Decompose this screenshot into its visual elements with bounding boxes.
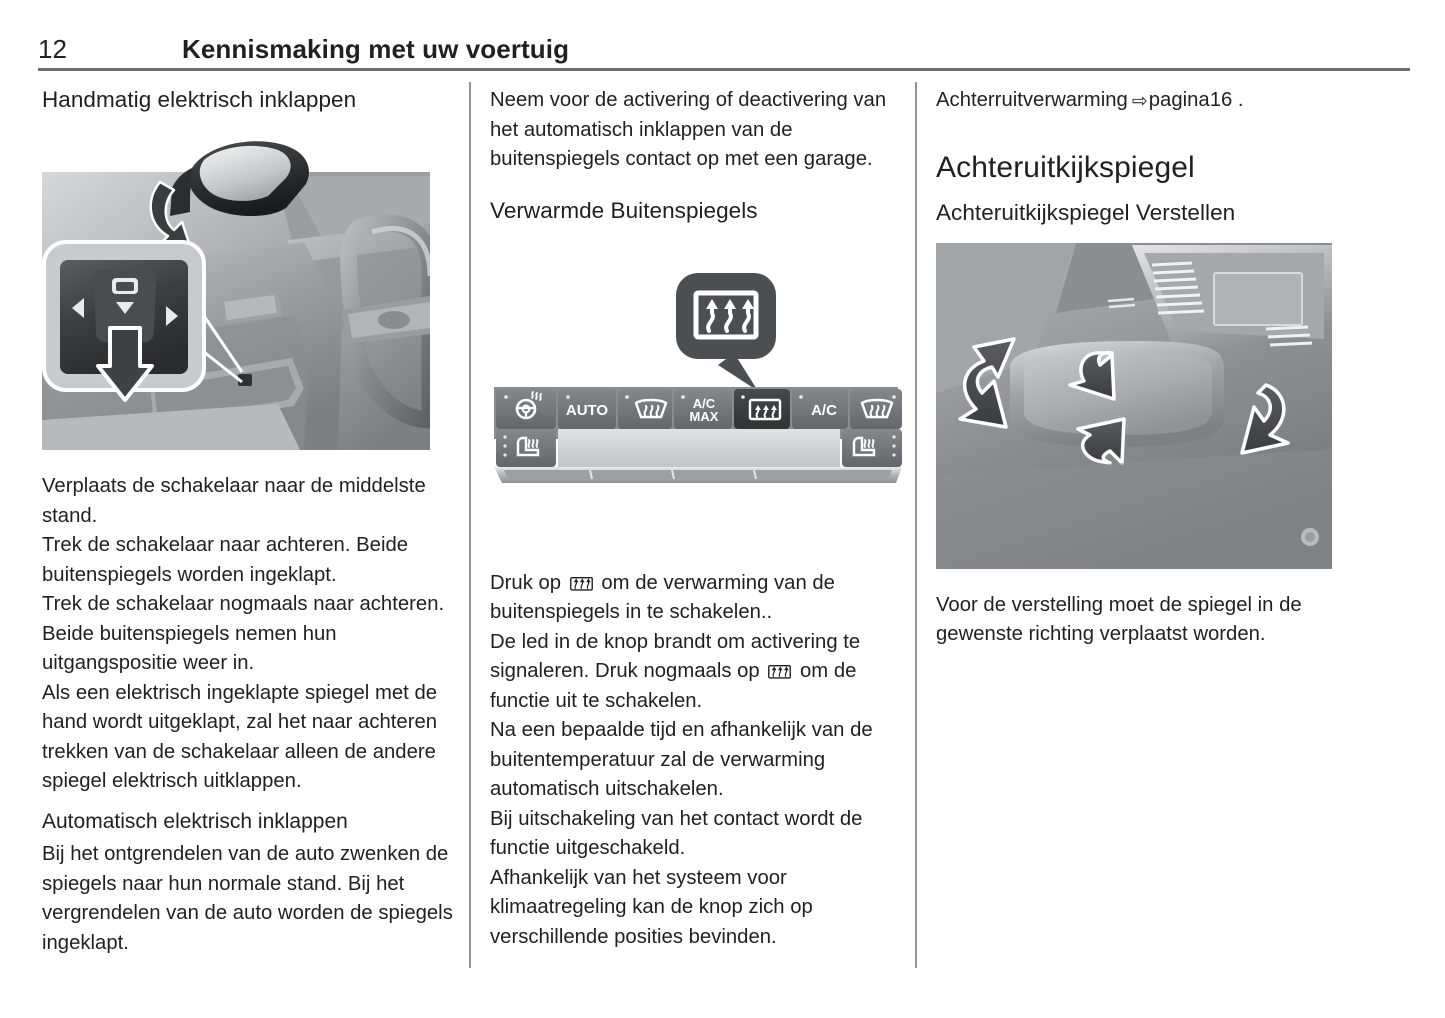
svg-text:AUTO: AUTO [565,401,609,419]
column-divider-1 [469,82,471,968]
middle-body-line-3: Na een bepaalde tijd en afhankelijk van de buitentemperatuur zal de verwarming automatisch uitschakelen. [490,719,873,801]
svg-text:MAX: MAX [689,408,719,424]
right-heading: Achteruitkijkspiegel [936,150,1195,184]
left-paragraph-2: Trek de schakelaar naar achteren. Beide buitenspiegels worden ingeklapt. [42,534,409,586]
svg-text:A/C: A/C [811,401,837,419]
middle-body-line-1 [490,569,910,628]
page-number: 12 [38,34,67,64]
interior-rearview-mirror-illustration [936,243,1356,569]
column-divider-2 [915,82,917,968]
heated-mirror-icon [768,659,791,675]
door-mirror-switch-illustration [42,120,462,450]
page-header [38,34,1410,70]
left-subheading: Automatisch elektrisch inklappen [42,809,348,833]
xref-label: Achterruitverwarming [936,89,1128,111]
middle-body-1-pre: Druk op [490,571,567,594]
middle-body-2-pre: De led in de knop brandt om activering te signaleren. Druk nogmaals op [490,630,861,683]
left-paragraph-4: Als een elektrisch ingeklapte spiegel met de hand wordt uitgeklapt, zal het naar achteren trekken van de schakelaar alleen de andere spiegel elektrisch uitklappen. [42,681,438,793]
xref-target: pagina16 . [1148,89,1244,111]
middle-body-line-2 [490,628,910,717]
heated-mirror-icon [570,571,593,587]
cross-reference [936,86,1356,116]
middle-column [490,86,910,953]
middle-body-2-post: om de functie uit te schakelen. [490,660,857,712]
left-paragraph-3: Trek de schakelaar nogmaals naar achteren. Beide buitenspiegels nemen hun uitgangspositie weer in. [42,593,445,675]
left-heading: Handmatig elektrisch inklappen [42,87,357,112]
header-rule [38,68,1410,71]
climate-control-panel-illustration [490,269,910,485]
right-column [936,86,1356,650]
page-title: Kennismaking met uw voertuig [182,34,570,64]
xref-arrow-icon: ⇨ [1131,91,1148,112]
middle-heading: Verwarmde Buitenspiegels [490,197,758,223]
middle-body-line-5: Afhankelijk van het systeem voor klimaatregeling kan de knop zich op verschillende posities bevinden. [490,866,813,948]
right-subheading: Achteruitkijkspiegel Verstellen [936,199,1236,225]
middle-body-line-4: Bij uitschakeling van het contact wordt de functie uitgeschakeld. [490,807,863,860]
left-column [42,86,462,958]
left-paragraph-5: Bij het ontgrendelen van de auto zwenken de spiegels naar hun normale stand. Bij het vergrendelen van de auto worden de spiegels ingeklapt. [42,843,453,954]
svg-text:A/C: A/C [692,395,716,411]
middle-intro-paragraph: Neem voor de activering of deactivering van het automatisch inklappen van de buitenspiegels contact op met een garage. [490,89,887,171]
middle-body-1-post: om de verwarming van de buitenspiegels in te schakelen.. [490,571,835,624]
left-paragraph-1: Verplaats de schakelaar naar de middelste stand. [42,475,426,527]
right-paragraph: Voor de verstelling moet de spiegel in de gewenste richting verplaatst worden. [936,593,1302,646]
